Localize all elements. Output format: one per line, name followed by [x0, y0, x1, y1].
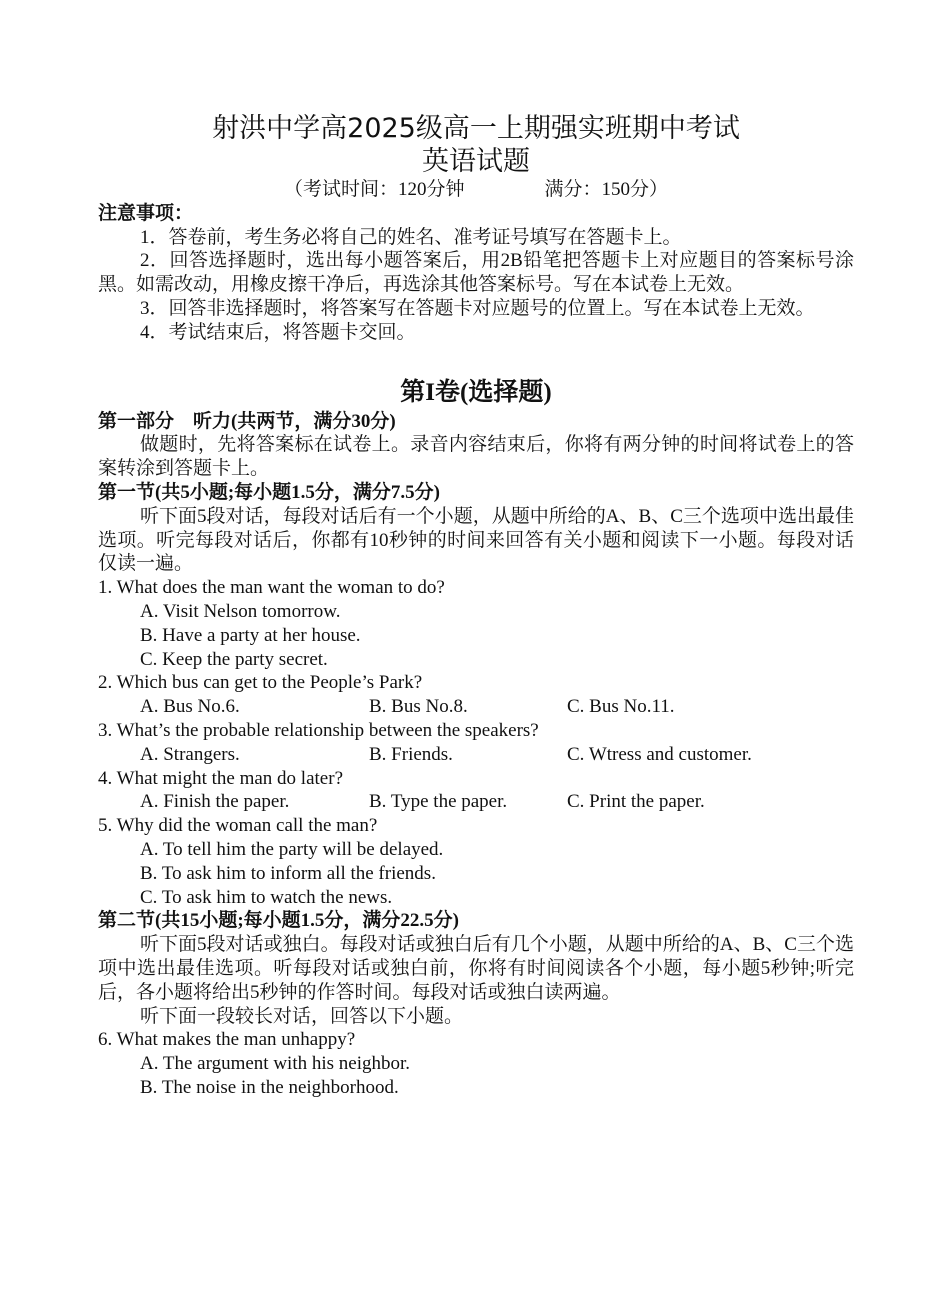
- question-6: 6. What makes the man unhappy?: [98, 1029, 356, 1051]
- q5-option-b: B. To ask him to inform all the friends.: [140, 862, 436, 884]
- q1-option-c: C. Keep the party secret.: [140, 648, 328, 670]
- notice-item: 2．回答选择题时，选出每小题答案后，用2B铅笔把答题卡上对应题目的答案标号涂黑。如需改动，用橡皮擦干净后，再选涂其他答案标号。写在本试卷上无效。: [98, 250, 854, 296]
- q3-option-b: B. Friends.: [369, 743, 453, 765]
- section1-heading: 第一节(共5小题;每小题1.5分，满分7.5分): [98, 481, 440, 503]
- q3-option-c: C. Wtress and customer.: [567, 743, 752, 765]
- question-4: 4. What might the man do later?: [98, 767, 343, 789]
- q6-option-b: B. The noise in the neighborhood.: [140, 1076, 399, 1098]
- question-2: 2. Which bus can get to the People’s Park?: [98, 672, 423, 694]
- notice-item: 3．回答非选择题时，将答案写在答题卡对应题号的位置上。写在本试卷上无效。: [140, 297, 815, 319]
- q2-option-c: C. Bus No.11.: [567, 696, 675, 718]
- q4-option-c: C. Print the paper.: [567, 791, 705, 813]
- q3-options: [140, 743, 854, 767]
- section2-heading: 第二节(共15小题;每小题1.5分，满分22.5分): [98, 910, 459, 932]
- q6-option-a: A. The argument with his neighbor.: [140, 1053, 411, 1075]
- part-heading: 第一部分 听力(共两节，满分30分): [98, 410, 396, 432]
- notice-item: 1．答卷前，考生务必将自己的姓名、准考证号填写在答题卡上。: [140, 226, 682, 248]
- q2-option-b: B. Bus No.8.: [369, 696, 468, 718]
- section2-lead: 听下面一段较长对话，回答以下小题。: [140, 1005, 464, 1027]
- notice-heading: 注意事项：: [98, 202, 194, 224]
- q1-option-b: B. Have a party at her house.: [140, 624, 361, 646]
- question-3: 3. What’s the probable relationship between the speakers?: [98, 719, 539, 741]
- section1-intro: 听下面5段对话，每段对话后有一个小题，从题中所给的A、B、C三个选项中选出最佳选项。听完每段对话后，你都有10秒钟的时间来回答有关小题和阅读下一小题。每段对话仅读一遍。: [98, 505, 854, 575]
- notice-item: 4．考试结束后，将答题卡交回。: [140, 321, 416, 343]
- q4-options: [140, 790, 854, 814]
- exam-score: 满分：150分）: [544, 179, 669, 200]
- exam-title: 射洪中学高2025级高一上期强实班期中考试: [212, 113, 740, 144]
- q4-option-b: B. Type the paper.: [369, 791, 508, 813]
- q1-option-a: A. Visit Nelson tomorrow.: [140, 600, 341, 622]
- volume-title: 第I卷(选择题): [400, 378, 552, 406]
- q2-option-a: A. Bus No.6.: [140, 696, 240, 718]
- q4-option-a: A. Finish the paper.: [140, 791, 290, 813]
- exam-info: [98, 178, 854, 202]
- q5-option-c: C. To ask him to watch the news.: [140, 886, 393, 908]
- exam-page: [98, 112, 854, 1100]
- exam-time: （考试时间：120分钟: [283, 179, 465, 200]
- q2-options: [140, 695, 854, 719]
- q5-option-a: A. To tell him the party will be delayed.: [140, 838, 444, 860]
- q3-option-a: A. Strangers.: [140, 743, 240, 765]
- part-intro: 做题时，先将答案标在试卷上。录音内容结束后，你将有两分钟的时间将试卷上的答案转涂到答题卡上。: [98, 434, 854, 480]
- section2-intro: 听下面5段对话或独白。每段对话或独白后有几个小题，从题中所给的A、B、C三个选项中选出最佳选项。听每段对话或独白前，你将有时间阅读各个小题，每小题5秒钟;听完后，各小题将给出5秒钟的作答时间。每段对话或独白读两遍。: [98, 934, 854, 1003]
- question-1: 1. What does the man want the woman to do?: [98, 577, 445, 599]
- question-5: 5. Why did the woman call the man?: [98, 815, 378, 837]
- exam-subtitle: 英语试题: [422, 146, 530, 177]
